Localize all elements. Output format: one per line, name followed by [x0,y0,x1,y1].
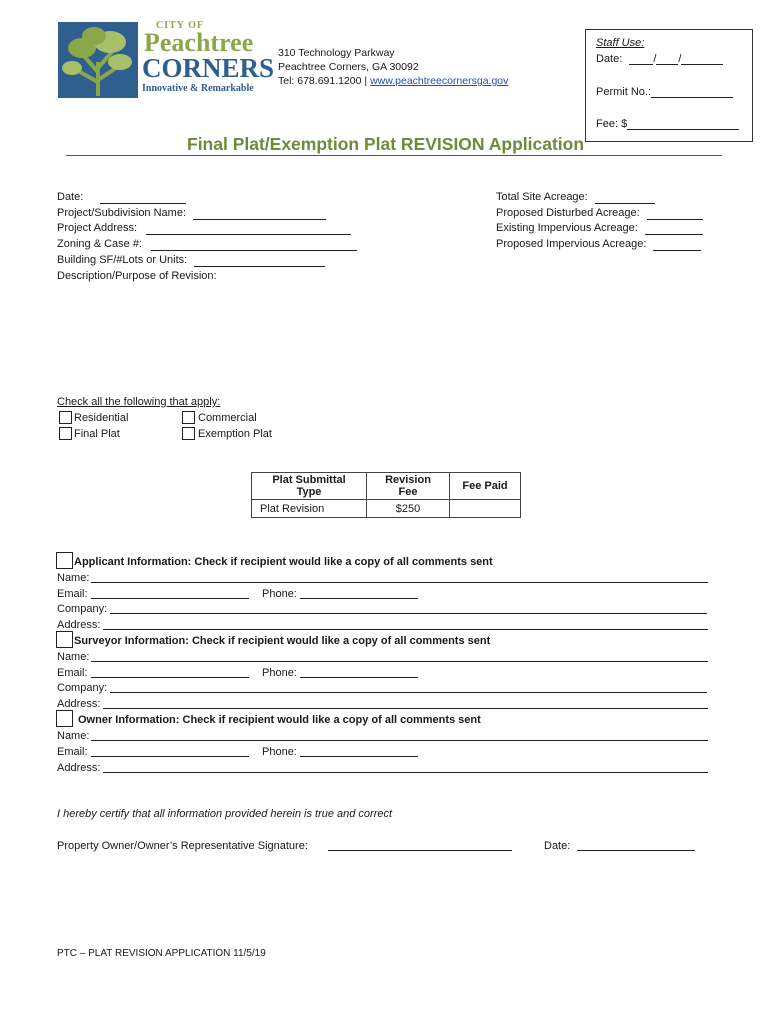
title-divider [66,155,722,156]
fee-label: Fee: $ [596,118,628,130]
owner-email-input[interactable] [91,756,249,757]
applicant-name-input[interactable] [91,582,708,583]
staff-date-sep2: / [678,53,682,65]
applicant-address-input[interactable] [103,629,708,630]
fee-table-cell: $250 [367,500,450,518]
tree-emblem-icon [58,22,138,98]
logo-city-of: CITY OF [156,20,205,31]
surveyor-phone-input[interactable] [300,677,418,678]
field-project-name: Project/Subdivision Name: [57,206,326,220]
address-tel: Tel: 678.691.1200 | [278,75,371,87]
applicant-checkbox[interactable] [56,552,73,569]
fee-table-header: Revision Fee [367,473,450,500]
surveyor-company-label: Company: [57,682,108,694]
applicant-phone-label: Phone: [262,588,297,600]
owner-email-label: Email: [57,746,88,758]
applicant-name-label: Name: [57,572,90,584]
surveyor-phone-label: Phone: [262,667,297,679]
owner-checkbox[interactable] [56,710,73,727]
table-row [252,500,521,518]
staff-date-month[interactable] [629,53,653,65]
applicant-company-input[interactable] [110,613,707,614]
surveyor-email-input[interactable] [91,677,249,678]
footer-doc-id: PTC – PLAT REVISION APPLICATION 11/5/19 [57,948,266,959]
field-project-address: Project Address: [57,221,351,235]
surveyor-name-input[interactable] [91,661,708,662]
applicant-heading: Applicant Information: Check if recipient would like a copy of all comments sent [74,556,493,568]
staff-date-day[interactable] [656,53,678,65]
commercial-checkbox[interactable] [182,411,195,424]
fee-table-header: Plat Submittal Type [252,473,367,500]
address-city: Peachtree Corners, GA 30092 [278,61,419,73]
residential-label: Residential [74,412,129,424]
certify-statement: I hereby certify that all information provided herein is true and correct [57,808,393,820]
owner-address-label: Address: [57,762,101,774]
description-area[interactable] [57,285,707,385]
fee-table-header-row [252,473,521,500]
project-address-input[interactable] [146,223,351,235]
surveyor-name-label: Name: [57,651,90,663]
logo-name-line1: Peachtree [144,28,254,57]
fee-paid-cell[interactable] [450,500,521,518]
address-street: 310 Technology Parkway [278,47,395,59]
owner-address-input[interactable] [103,772,708,773]
proposed-impervious-input[interactable] [653,239,701,251]
fee-table-header: Fee Paid [450,473,521,500]
fee-field[interactable] [627,118,739,130]
applicant-address-label: Address: [57,619,101,631]
surveyor-address-input[interactable] [103,708,708,709]
address-contact [278,74,508,88]
disturbed-acreage-input[interactable] [647,208,703,220]
owner-name-input[interactable] [91,740,708,741]
logo-tagline: Innovative & Remarkable [142,83,254,94]
final-plat-checkbox[interactable] [59,427,72,440]
applicant-email-label: Email: [57,588,88,600]
fee-table-cell: Plat Revision [252,500,367,518]
exemption-plat-label: Exemption Plat [198,428,272,440]
surveyor-email-label: Email: [57,667,88,679]
applicant-company-label: Company: [57,603,108,615]
permit-label: Permit No.: [596,86,652,98]
website-link[interactable]: www.peachtreecornersga.gov [370,75,509,87]
page-title: Final Plat/Exemption Plat REVISION Application [187,134,585,154]
field-date: Date: [57,190,186,204]
signature-date-label: Date: [544,840,571,852]
field-building: Building SF/#Lots or Units: [57,253,325,267]
project-name-input[interactable] [193,208,326,220]
field-zoning: Zoning & Case #: [57,237,357,251]
field-existing-impervious: Existing Impervious Acreage: [496,221,703,235]
permit-row [596,86,733,98]
final-plat-label: Final Plat [74,428,120,440]
surveyor-heading: Surveyor Information: Check if recipient would like a copy of all comments sent [74,635,491,647]
signature-date-input[interactable] [577,850,695,851]
existing-impervious-input[interactable] [645,223,703,235]
staff-date-label: Date: [596,53,623,65]
address-block [278,46,508,88]
zoning-input[interactable] [151,239,357,251]
exemption-plat-checkbox[interactable] [182,427,195,440]
surveyor-company-input[interactable] [110,692,707,693]
permit-field[interactable] [651,86,733,98]
applicant-email-input[interactable] [91,598,249,599]
commercial-label: Commercial [198,412,257,424]
owner-name-label: Name: [57,730,90,742]
total-acreage-input[interactable] [595,192,655,204]
surveyor-address-label: Address: [57,698,101,710]
staff-date-year[interactable] [681,53,723,65]
field-description: Description/Purpose of Revision: [57,270,217,282]
surveyor-checkbox[interactable] [56,631,73,648]
city-logo [58,20,275,100]
field-disturbed-acreage: Proposed Disturbed Acreage: [496,206,703,220]
fee-table [251,472,521,518]
signature-label: Property Owner/Owner’s Representative Signature: [57,840,308,852]
date-input[interactable] [100,192,186,204]
staff-date-sep1: / [653,53,657,65]
checklist-heading: Check all the following that apply: [57,396,221,408]
staff-date-row [596,53,723,65]
applicant-phone-input[interactable] [300,598,418,599]
field-total-acreage: Total Site Acreage: [496,190,655,204]
signature-input[interactable] [328,850,512,851]
fee-row [596,118,739,130]
residential-checkbox[interactable] [59,411,72,424]
owner-heading: Owner Information: Check if recipient would like a copy of all comments sent [78,714,481,726]
owner-phone-input[interactable] [300,756,418,757]
building-input[interactable] [194,255,325,267]
staff-use-title: Staff Use: [596,37,645,49]
owner-phone-label: Phone: [262,746,297,758]
field-proposed-impervious: Proposed Impervious Acreage: [496,237,701,251]
logo-name-line2: CORNERS [142,53,275,83]
staff-use-box [585,29,753,142]
